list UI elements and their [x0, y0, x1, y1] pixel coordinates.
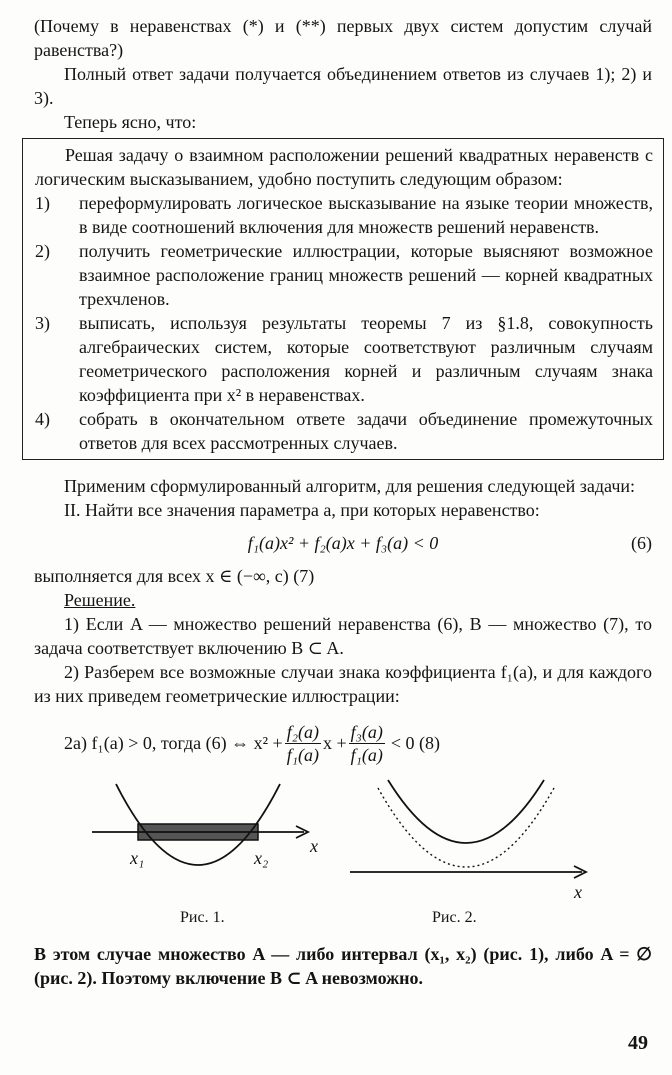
answer-paragraph: Полный ответ задачи получается объединением ответов из случаев 1); 2) и 3).	[34, 64, 652, 108]
solution-heading-line	[34, 588, 652, 612]
holds-paragraph: выполняется для всех x ∈ (−∞, c) (7)	[34, 566, 315, 586]
clear-paragraph: Теперь ясно, что:	[64, 112, 197, 132]
conclusion-paragraph: В этом случае множество A — либо интервал (x₁, x₂) (рис. 1), либо A = ∅ (рис. 2). Поэтому включение B ⊂ A невозможно.	[34, 944, 652, 988]
figures-row	[34, 776, 652, 906]
fraction-denominator: f₁(a)	[286, 744, 319, 765]
formula-6-tag: (6)	[631, 533, 652, 553]
algorithm-item	[35, 191, 653, 239]
intro-paragraph: (Почему в неравенствах (*) и (**) первых двух систем допустим случай равенства?)	[34, 16, 652, 60]
figure-2	[350, 780, 586, 878]
figure-1	[92, 784, 308, 865]
parabola-curve	[388, 780, 544, 843]
case-2a-mid: x +	[322, 733, 347, 753]
item-number: 1)	[35, 193, 50, 213]
case-2a-suffix: < 0 (8)	[390, 733, 440, 753]
fraction-denominator: f₁(a)	[350, 744, 383, 765]
fig1-caption: Рис. 1.	[180, 909, 225, 926]
fraction-f2-over-f1	[285, 721, 321, 766]
fig1-axis-label: x	[310, 836, 318, 856]
item-text: переформулировать логическое высказывание на языке теории множеств, в виде соотношений включения для множеств решений неравенств.	[79, 193, 653, 237]
root-x1-label: x₁	[130, 848, 145, 868]
figures-svg	[34, 776, 652, 906]
item-text: собрать в окончательном ответе задачи объединение промежуточных ответов для всех рассмотренных случаев.	[79, 409, 653, 453]
captions-row	[34, 906, 652, 932]
root-x2-label: x₂	[254, 848, 269, 868]
fig2-caption: Рис. 2.	[432, 909, 477, 926]
fraction-numerator: f₃(a)	[350, 721, 383, 742]
page-body	[34, 14, 652, 990]
item-number: 4)	[35, 409, 50, 429]
algorithm-item	[35, 407, 653, 455]
algorithm-item	[35, 239, 653, 311]
item-number: 3)	[35, 313, 50, 333]
case-2a-formula	[34, 716, 652, 770]
case2-paragraph: 2) Разберем все возможные случаи знака коэффициента f₁(a), и для каждого из них приведем геометрические иллюстрации:	[34, 662, 652, 706]
fraction-numerator: f₂(a)	[286, 721, 319, 742]
inequality-6	[34, 528, 652, 558]
solution-heading: Решение.	[64, 590, 136, 610]
algorithm-item	[35, 311, 653, 407]
apply-paragraph: Применим сформулированный алгоритм, для решения следующей задачи:	[64, 476, 636, 496]
page-number: 49	[628, 1032, 648, 1054]
task-paragraph: II. Найти все значения параметра a, при которых неравенство:	[64, 500, 540, 520]
case-2a-prefix: 2a) f₁(a) > 0, тогда (6) ⇔ x² +	[64, 733, 283, 753]
item-text: выписать, используя результаты теоремы 7 из §1.8, совокупность алгебраических систем, которые соответствуют различным случаям геометрического расположения корней и различным случаям знака коэффициента при x² в неравенствах.	[79, 313, 653, 405]
algorithm-lead: Решая задачу о взаимном расположении решений квадратных неравенств с логическим высказыванием, удобно поступить следующим образом:	[35, 145, 653, 189]
fraction-f3-over-f1	[349, 721, 385, 766]
formula-6: f₁(a)x² + f₂(a)x + f₃(a) < 0	[247, 533, 439, 553]
item-number: 2)	[35, 241, 50, 261]
algorithm-box	[22, 138, 664, 460]
fig2-axis-label: x	[574, 882, 582, 902]
case1-paragraph: 1) Если A — множество решений неравенства (6), B — множество (7), то задача соответствует включению B ⊂ A.	[34, 614, 652, 658]
item-text: получить геометрические иллюстрации, которые выясняют возможное взаимное расположение границ множеств решений — корней квадратных трехчленов.	[79, 241, 653, 309]
dotted-parabola	[378, 788, 554, 867]
